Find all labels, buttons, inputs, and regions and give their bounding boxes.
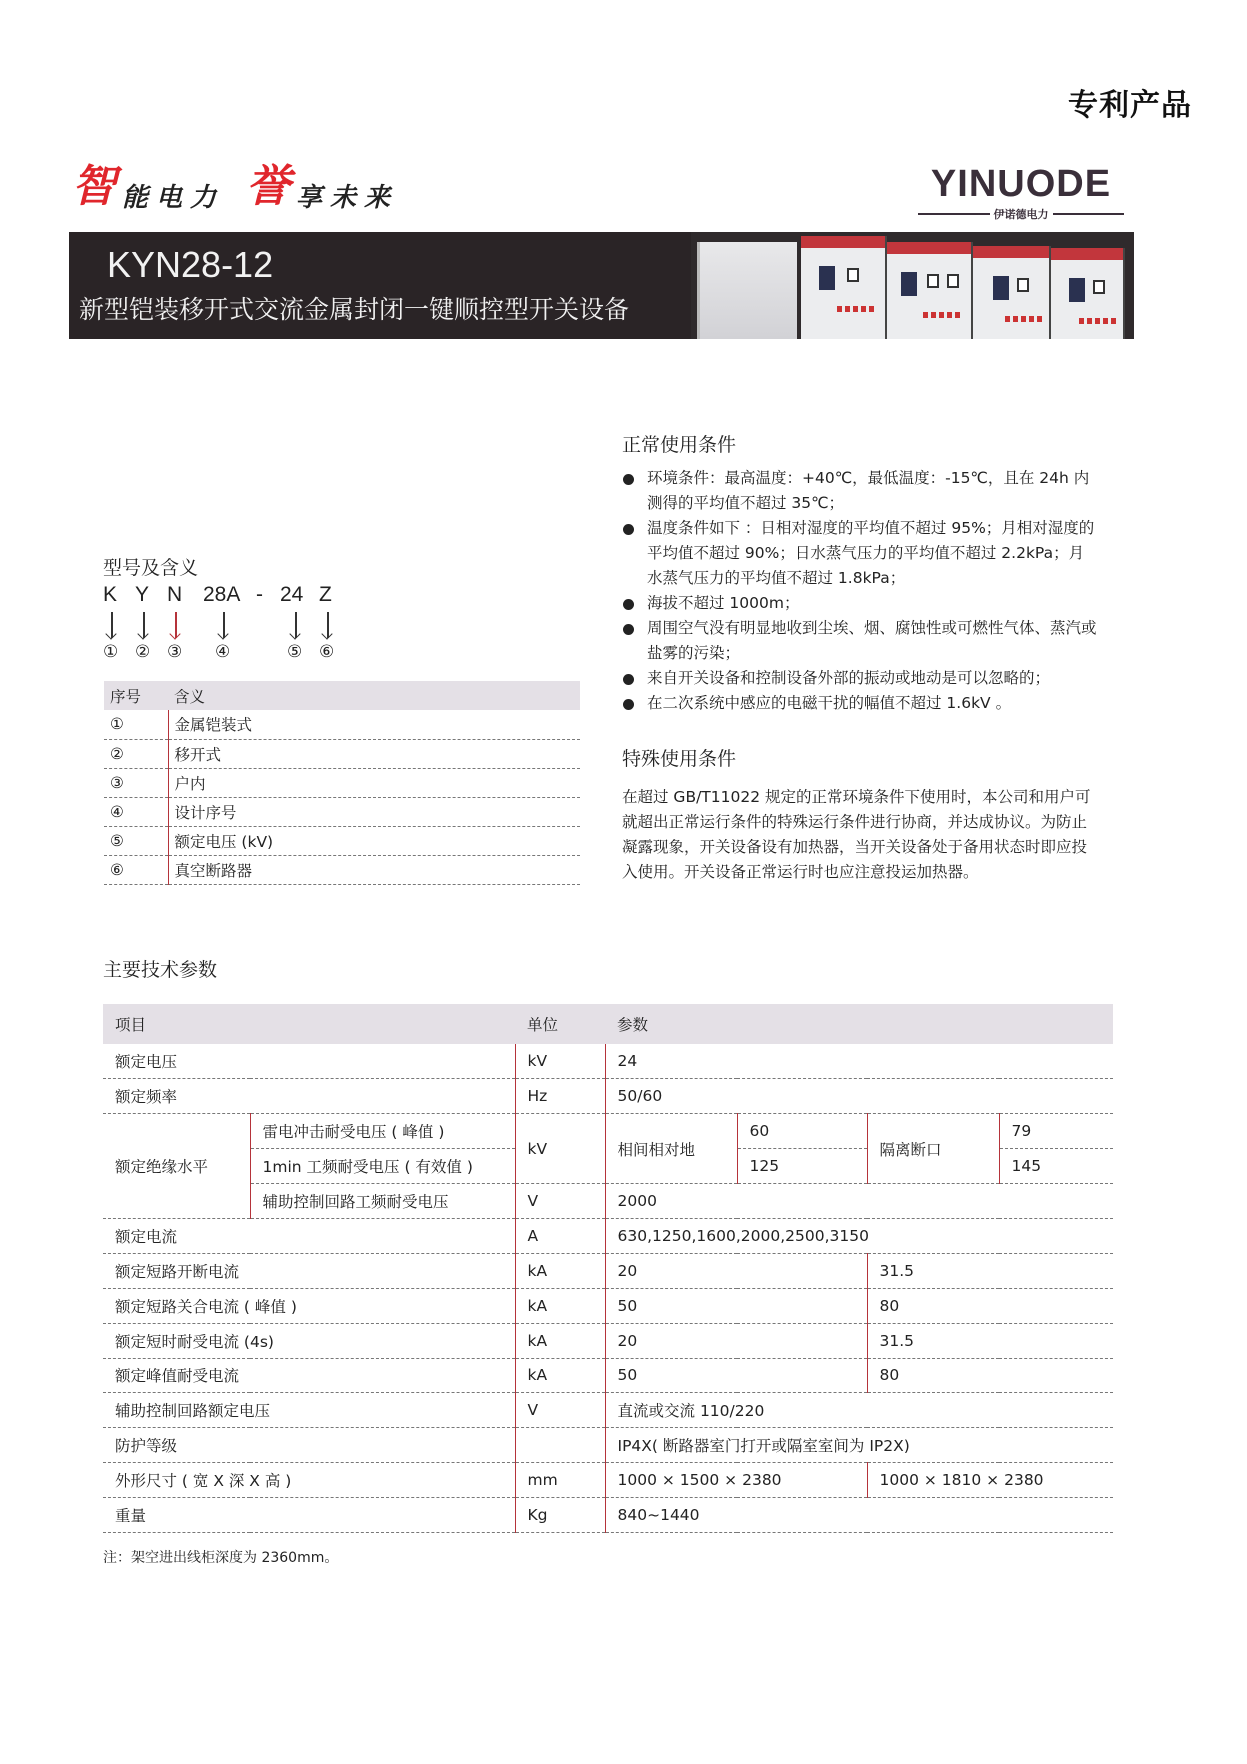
table-row: [103, 1463, 1113, 1498]
model-meaning-table: [104, 681, 580, 885]
cabinet: [887, 242, 973, 339]
param-item: 额定电流: [103, 1218, 515, 1253]
code-part: -: [256, 583, 263, 606]
table-row: [103, 1044, 1113, 1079]
param-unit: V: [515, 1393, 605, 1428]
param-unit: [515, 1428, 605, 1463]
param-value: 1000 × 1500 × 2380: [605, 1463, 867, 1498]
row-num: ⑤: [104, 826, 168, 855]
arrow-down-icon: [322, 612, 334, 642]
banner-model: KYN28-12: [107, 244, 274, 285]
slogan-char-1: 智: [72, 161, 116, 212]
row-num: ⑥: [104, 855, 168, 884]
param-subitem: 辅助控制回路工频耐受电压: [250, 1184, 515, 1219]
normal-conditions-title: 正常使用条件: [622, 434, 737, 456]
header-item: 项目: [103, 1004, 515, 1044]
table-row: [104, 826, 580, 855]
table-row: [103, 1428, 1113, 1463]
table-row: [104, 855, 580, 884]
condition-item: 海拔不超过 1000m；: [622, 591, 1098, 616]
code-part: Y: [135, 583, 150, 606]
table-row: [103, 1079, 1113, 1114]
cabinet: [801, 236, 887, 339]
table-row: [104, 710, 580, 739]
tech-params-title: 主要技术参数: [103, 959, 218, 981]
cabinet-side: [697, 242, 797, 339]
param-unit: Hz: [515, 1079, 605, 1114]
param-value: 80: [867, 1358, 1113, 1393]
table-header-row: [103, 1004, 1113, 1044]
param-item: 额定绝缘水平: [103, 1114, 250, 1219]
header-meaning: 含义: [168, 681, 580, 710]
table-row: [103, 1358, 1113, 1393]
param-value: 840~1440: [605, 1498, 1113, 1533]
param-label: 隔离断口: [867, 1114, 999, 1184]
param-unit: A: [515, 1218, 605, 1253]
param-unit: kV: [515, 1044, 605, 1079]
corner-title: 专利产品: [1068, 88, 1192, 123]
param-unit: kA: [515, 1253, 605, 1288]
param-value: IP4X( 断路器室门打开或隔室室间为 IP2X): [605, 1428, 1113, 1463]
slogan-text-2: 享未来: [296, 183, 399, 213]
table-row: [104, 768, 580, 797]
param-unit: V: [515, 1184, 605, 1219]
special-conditions-title: 特殊使用条件: [622, 748, 737, 770]
code-part: 28A: [203, 583, 241, 606]
header-param: 参数: [605, 1004, 1113, 1044]
param-value: 24: [605, 1044, 1113, 1079]
header-unit: 单位: [515, 1004, 605, 1044]
tech-params-table: [103, 1004, 1113, 1533]
banner-description: 新型铠装移开式交流金属封闭一键顺控型开关设备: [79, 295, 630, 324]
row-text: 设计序号: [168, 797, 580, 826]
param-value: 79: [999, 1114, 1113, 1149]
arrow-down-icon: [170, 612, 182, 642]
condition-item: 来自开关设备和控制设备外部的振动或地动是可以忽略的；: [622, 666, 1098, 691]
slogan-char-2: 誉: [246, 161, 291, 212]
param-value: 20: [605, 1323, 867, 1358]
brand-sub-text: 伊诺德电力: [993, 208, 1049, 221]
param-item: 额定电压: [103, 1044, 515, 1079]
normal-conditions-list: [622, 466, 1098, 716]
product-banner: [69, 232, 1134, 339]
switchgear-photo: [691, 232, 1134, 339]
condition-item: 温度条件如下 ：日相对湿度的平均值不超过 95%；月相对湿度的平均值不超过 90%；日水蒸气压力的平均值不超过 2.2kPa；月水蒸气压力的平均值不超过 1.8kPa；: [622, 516, 1098, 591]
param-value: 1000 × 1810 × 2380: [867, 1463, 1113, 1498]
brand-sub: [918, 206, 1124, 222]
param-unit: Kg: [515, 1498, 605, 1533]
table-row: [103, 1498, 1113, 1533]
marker: ⑥: [319, 642, 335, 662]
param-subitem: 1min 工频耐受电压 ( 有效值 ): [250, 1149, 515, 1184]
cabinet: [973, 246, 1051, 339]
model-meaning-title: 型号及含义: [103, 557, 199, 579]
table-row: [103, 1288, 1113, 1323]
marker: ④: [215, 642, 231, 662]
param-item: 额定频率: [103, 1079, 515, 1114]
arrow-down-icon: [138, 612, 150, 642]
param-unit: kA: [515, 1358, 605, 1393]
brand-name: YINUODE: [930, 163, 1112, 205]
param-unit: mm: [515, 1463, 605, 1498]
param-item: 额定峰值耐受电流: [103, 1358, 515, 1393]
cabinet: [1051, 248, 1125, 339]
row-num: ②: [104, 739, 168, 768]
table-header-row: [104, 681, 580, 710]
table-row: [103, 1253, 1113, 1288]
table-row: [103, 1184, 1113, 1219]
arrow-down-icon: [106, 612, 118, 642]
param-item: 重量: [103, 1498, 515, 1533]
condition-item: 周围空气没有明显地收到尘埃、烟、腐蚀性或可燃性气体、蒸汽或盐雾的污染；: [622, 616, 1098, 666]
param-value: 125: [737, 1149, 867, 1184]
param-label: 相间相对地: [605, 1114, 737, 1184]
arrow-down-icon: [290, 612, 302, 642]
condition-item: 环境条件：最高温度：+40℃，最低温度：-15℃，且在 24h 内测得的平均值不超过 35℃；: [622, 466, 1098, 516]
param-item: 额定短路关合电流 ( 峰值 ): [103, 1288, 515, 1323]
marker: ②: [135, 642, 151, 662]
param-value: 145: [999, 1149, 1113, 1184]
row-text: 移开式: [168, 739, 580, 768]
table-row: [103, 1323, 1113, 1358]
special-conditions-text: 在超过 GB/T11022 规定的正常环境条件下使用时，本公司和用户可就超出正常运行条件的特殊运行条件进行协商，并达成协议。为防止凝露现象，开关设备设有加热器，当开关设备处于备用状态时即应投入使用。开关设备正常运行时也应注意投运加热器。: [622, 788, 1091, 881]
param-item: 额定短时耐受电流 (4s): [103, 1323, 515, 1358]
param-unit: kA: [515, 1288, 605, 1323]
code-part: 24: [280, 583, 304, 606]
row-num: ①: [104, 710, 168, 739]
param-value: 直流或交流 110/220: [605, 1393, 1113, 1428]
code-part: N: [167, 583, 183, 606]
row-text: 额定电压 (kV): [168, 826, 580, 855]
param-value: 50/60: [605, 1079, 1113, 1114]
brand-line-left: [918, 213, 990, 215]
param-value: 60: [737, 1114, 867, 1149]
table-row: [104, 797, 580, 826]
row-num: ③: [104, 768, 168, 797]
brand-logo: [918, 165, 1124, 222]
marker: ①: [103, 642, 119, 662]
param-item: 辅助控制回路额定电压: [103, 1393, 515, 1428]
param-value: 50: [605, 1288, 867, 1323]
slogan-text-1: 能电力: [122, 183, 225, 213]
param-value: 630,1250,1600,2000,2500,3150: [605, 1218, 1113, 1253]
brand-line-right: [1053, 213, 1125, 215]
param-unit: kA: [515, 1323, 605, 1358]
table-row: [103, 1114, 1113, 1149]
param-value: 20: [605, 1253, 867, 1288]
code-part: Z: [319, 583, 332, 606]
arrow-down-icon: [218, 612, 230, 642]
param-value: 31.5: [867, 1253, 1113, 1288]
row-text: 户内: [168, 768, 580, 797]
table-row: [103, 1218, 1113, 1253]
marker: ⑤: [287, 642, 303, 662]
row-num: ④: [104, 797, 168, 826]
table-row: [104, 739, 580, 768]
row-text: 真空断路器: [168, 855, 580, 884]
code-part: K: [103, 583, 118, 606]
table-row: [103, 1393, 1113, 1428]
row-text: 金属铠装式: [168, 710, 580, 739]
marker: ③: [167, 642, 183, 662]
param-value: 2000: [605, 1184, 1113, 1219]
param-value: 50: [605, 1358, 867, 1393]
param-item: 额定短路开断电流: [103, 1253, 515, 1288]
slogan: [72, 150, 420, 214]
param-item: 外形尺寸 ( 宽 X 深 X 高 ): [103, 1463, 515, 1498]
param-unit: kV: [515, 1114, 605, 1184]
param-value: 80: [867, 1288, 1113, 1323]
condition-item: 在二次系统中感应的电磁干扰的幅值不超过 1.6kV 。: [622, 691, 1098, 716]
param-item: 防护等级: [103, 1428, 515, 1463]
footnote: 注：架空进出线柜深度为 2360mm。: [103, 1550, 339, 1566]
param-subitem: 雷电冲击耐受电压 ( 峰值 ): [250, 1114, 515, 1149]
header-num: 序号: [104, 681, 168, 710]
param-value: 31.5: [867, 1323, 1113, 1358]
